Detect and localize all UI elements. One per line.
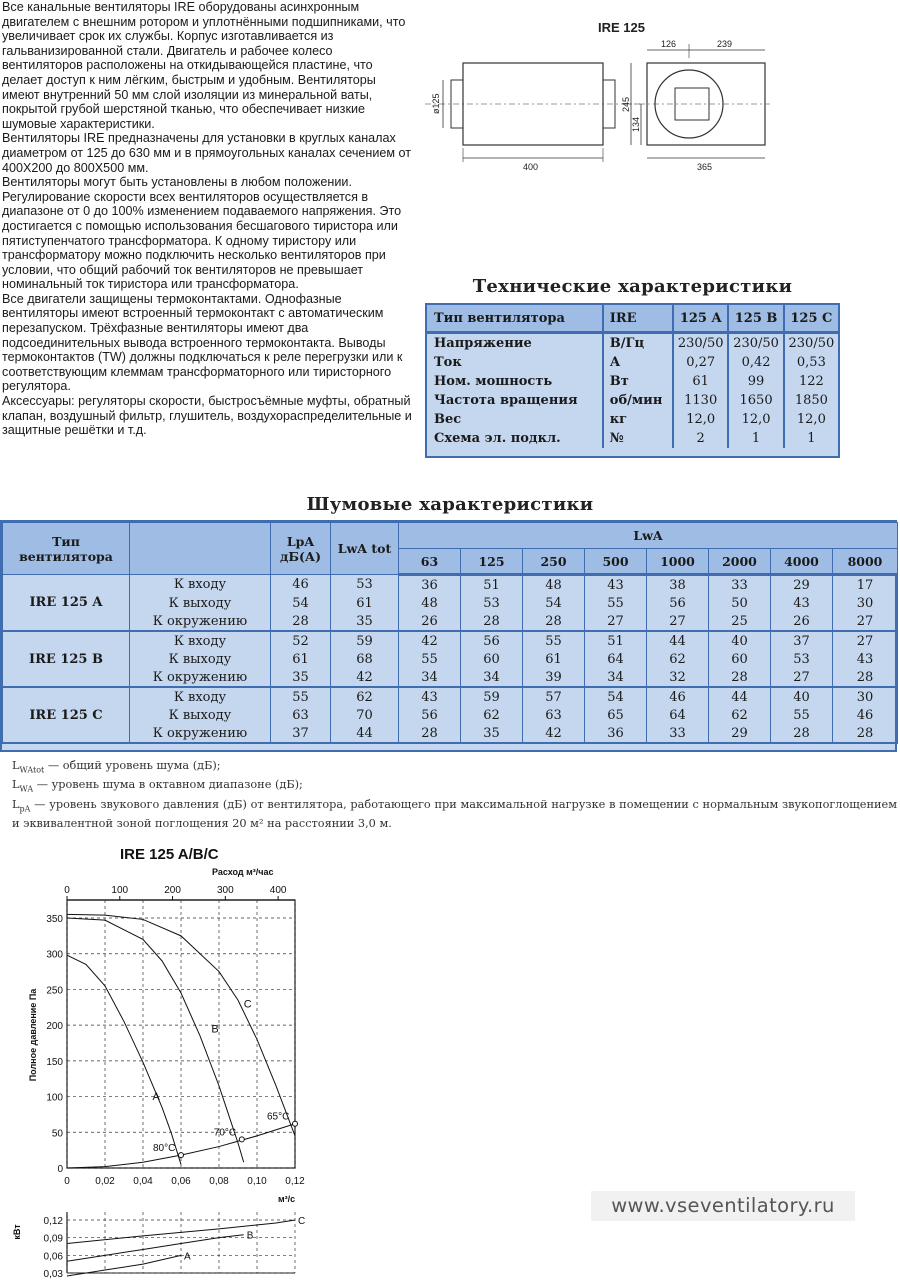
top-tick-label: 200 (164, 885, 181, 896)
noise-band-header: 4000 (771, 549, 833, 575)
noise-band-value: 27 (771, 668, 833, 687)
noise-band-header: 250 (523, 549, 585, 575)
noise-band-value: 54 (585, 687, 647, 706)
noise-position: К выходу (130, 594, 271, 612)
curve-label: C (243, 998, 252, 1011)
noise-band-value: 30 (833, 594, 898, 612)
x-tick-label: 0,06 (171, 1176, 191, 1187)
tech-header-125c: 125 C (784, 305, 838, 333)
noise-band-value: 34 (399, 668, 461, 687)
noise-lpa: 35 (271, 668, 331, 687)
noise-band-value: 46 (833, 706, 898, 724)
noise-lwa-tot: 42 (331, 668, 399, 687)
y-tick-label: 250 (46, 985, 63, 997)
noise-band-value: 46 (647, 687, 709, 706)
dim-diameter: ø125 (431, 93, 441, 114)
dim-width: 365 (697, 162, 713, 172)
noise-band-value: 48 (399, 594, 461, 612)
table-row (3, 631, 898, 650)
temp-label: 70°C (213, 1127, 237, 1139)
desc-paragraph: Все канальные вентиляторы IRE оборудованы асинхронным двигателем с внешним ротором и уплотнёнными подшипниками, что увеличивает срок их службы. Корпус изготавливается из гальванизированной стали. Двигатель и рабочее колесо вентиляторов расположены на откидывающейся пластине, что делает доступ к ним лёгким, быстрым и удобным. Вентиляторы имеют внутренний 50 мм слой изоляции из минеральной ваты, покрытой грубой шерстяной тканью, что обеспечивает низкие шумовые характеристики. (2, 0, 406, 131)
table-row (3, 650, 898, 668)
noise-band-value: 43 (833, 650, 898, 668)
noise-band-value: 64 (585, 650, 647, 668)
fan-performance-chart (0, 835, 320, 1283)
noise-band-value: 55 (771, 706, 833, 724)
tech-title: Технические характеристики (472, 276, 793, 297)
noise-band-value: 39 (523, 668, 585, 687)
noise-band-value: 34 (585, 668, 647, 687)
noise-band-value: 54 (523, 594, 585, 612)
power-tick-label: 0,09 (43, 1233, 63, 1245)
tech-header-125b: 125 B (728, 305, 783, 333)
x-tick-label: 0,10 (247, 1176, 267, 1187)
curve-b (67, 918, 244, 1162)
noise-band-value: 62 (647, 650, 709, 668)
noise-model: IRE 125 B (3, 631, 130, 687)
noise-band-value: 17 (833, 575, 898, 595)
noise-lpa: 55 (271, 687, 331, 706)
noise-lwa-tot: 68 (331, 650, 399, 668)
noise-position: К входу (130, 575, 271, 595)
y-tick-label: 100 (46, 1092, 63, 1104)
noise-band-value: 51 (585, 631, 647, 650)
desc-paragraph: Аксессуары: регуляторы скорости, быстросъёмные муфты, обратный клапан, воздушный фильтр, глушитель, воздухораспределительные и защитные решётки и т.д. (2, 394, 412, 438)
noise-lwa-tot: 61 (331, 594, 399, 612)
noise-position: К окружению (130, 612, 271, 631)
note-lwa: $L_{WA}$ — уровень шума в октавном диапазоне (дБ); (12, 778, 303, 794)
noise-band-value: 56 (647, 594, 709, 612)
noise-header-position (130, 523, 271, 575)
site-watermark: www.vseventilatory.ru (591, 1191, 855, 1221)
noise-lwa-tot: 35 (331, 612, 399, 631)
drawing-title: IRE 125 (598, 20, 645, 35)
top-tick-label: 100 (111, 885, 129, 896)
noise-band-value: 53 (771, 650, 833, 668)
noise-lwa-tot: 53 (331, 575, 399, 595)
noise-band-value: 28 (523, 612, 585, 631)
noise-band-value: 27 (833, 631, 898, 650)
x-tick-label: 0,02 (95, 1176, 115, 1187)
noise-lwa-tot: 62 (331, 687, 399, 706)
y-tick-label: 350 (46, 914, 63, 925)
noise-band-value: 26 (399, 612, 461, 631)
noise-band-value: 57 (523, 687, 585, 706)
table-row (3, 612, 898, 631)
noise-band-value: 64 (647, 706, 709, 724)
noise-lpa: 54 (271, 594, 331, 612)
noise-band-header: 500 (585, 549, 647, 575)
noise-title: Шумовые характеристики (306, 494, 594, 515)
noise-band-header: 1000 (647, 549, 709, 575)
noise-band-value: 60 (709, 650, 771, 668)
curve-label: B (211, 1023, 219, 1036)
noise-lwa-tot: 44 (331, 724, 399, 743)
x-tick-label: 0,12 (285, 1176, 305, 1187)
noise-band-value: 26 (771, 612, 833, 631)
x-tick-label: 0,04 (133, 1176, 153, 1187)
tech-table (427, 305, 838, 448)
noise-model: IRE 125 A (3, 575, 130, 632)
power-curve-label: B (246, 1230, 254, 1242)
noise-band-value: 43 (399, 687, 461, 706)
temp-marker (239, 1137, 244, 1142)
tech-header-125a: 125 A (673, 305, 728, 333)
noise-band-value: 40 (709, 631, 771, 650)
y-tick-label: 150 (46, 1056, 63, 1068)
noise-position: К входу (130, 687, 271, 706)
dim-height: 245 (621, 96, 631, 112)
table-row: Частота вращения об/мин 1130 1650 1850 (427, 391, 838, 410)
desc-paragraph: Вентиляторы могут быть установлены в любом положении. (2, 175, 352, 190)
noise-position: К окружению (130, 668, 271, 687)
noise-header-lwa: LwA (399, 523, 898, 549)
table-row (3, 668, 898, 687)
dim-top-a: 126 (661, 39, 677, 49)
curve-label: A (152, 1091, 160, 1104)
table-row (3, 687, 898, 706)
dim-length: 400 (523, 162, 539, 172)
noise-model: IRE 125 C (3, 687, 130, 743)
noise-band-value: 51 (461, 575, 523, 595)
x-axis-label: м³/с (278, 1194, 296, 1204)
noise-band-value: 59 (461, 687, 523, 706)
noise-band-value: 33 (709, 575, 771, 595)
noise-band-header: 2000 (709, 549, 771, 575)
y-tick-label: 50 (51, 1128, 63, 1140)
temp-label: 65°C (267, 1111, 290, 1123)
noise-band-value: 33 (647, 724, 709, 743)
noise-band-value: 27 (647, 612, 709, 631)
noise-band-value: 35 (461, 724, 523, 743)
noise-band-value: 56 (461, 631, 523, 650)
noise-band-value: 43 (585, 575, 647, 595)
noise-header-lpa: LpA дБ(А) (271, 523, 331, 575)
tech-table-frame (425, 303, 840, 458)
noise-band-value: 62 (709, 706, 771, 724)
table-row: Ток А 0,27 0,42 0,53 (427, 353, 838, 372)
table-row (3, 575, 898, 595)
top-tick-label: 400 (269, 885, 287, 896)
noise-band-value: 63 (523, 706, 585, 724)
noise-band-value: 37 (771, 631, 833, 650)
noise-band-value: 60 (461, 650, 523, 668)
noise-band-value: 36 (585, 724, 647, 743)
temp-marker (293, 1121, 298, 1126)
top-tick-label: 300 (216, 885, 234, 896)
noise-lpa: 52 (271, 631, 331, 650)
desc-paragraph: Все двигатели защищены термоконтактами. Однофазные вентиляторы имеют встроенный термоконтакт с автоматическим перезапуском. Трёхфазные вентиляторы имеют два подсоединительных вывода встроенного термоконтакта. Выводы термоконтактов (TW) должны подключаться к реле перегрузки или к соответствующим клеммам трансформаторного или тиристорного регулятора. (2, 291, 403, 394)
chart-top-axis-label: Расход м³/час (212, 867, 274, 877)
noise-band-value: 48 (523, 575, 585, 595)
noise-band-value: 36 (399, 575, 461, 595)
table-row: Напряжение В/Гц 230/50 230/50 230/50 (427, 333, 838, 354)
noise-band-header: 8000 (833, 549, 898, 575)
table-row: Ном. мошность Вт 61 99 122 (427, 372, 838, 391)
dim-top-b: 239 (717, 39, 733, 49)
noise-band-header: 125 (461, 549, 523, 575)
noise-position: К входу (130, 631, 271, 650)
desc-paragraph: Регулирование скорости всех вентиляторов осуществляется в диапазоне от 0 до 100% изменением подаваемого напряжения. Это достигается с помощью использования бесшагового тиристора или пятиступенчатого трансформатора. К одному тиристору или трансформатору можно подключить несколько вентиляторов при условии, что общий рабочий ток вентиляторов не превышает номинальный ток тиристора или трансформатора. (2, 189, 402, 292)
notes (12, 758, 897, 831)
noise-band-value: 44 (709, 687, 771, 706)
power-tick-label: 0,06 (43, 1251, 63, 1263)
noise-header-type: Тип вентилятора (3, 523, 130, 575)
tech-header-ire: IRE (603, 305, 673, 333)
temp-marker (179, 1153, 184, 1158)
dimension-drawing (425, 18, 785, 178)
curve-a (67, 955, 181, 1164)
noise-band-value: 38 (647, 575, 709, 595)
noise-band-value: 28 (709, 668, 771, 687)
noise-position: К выходу (130, 650, 271, 668)
table-row (3, 706, 898, 724)
power-y-label: кВт (12, 1224, 22, 1240)
table-row: Схема эл. подкл. № 2 1 1 (427, 429, 838, 448)
noise-band-value: 34 (461, 668, 523, 687)
noise-position: К выходу (130, 706, 271, 724)
top-tick-label: 0 (64, 885, 70, 896)
noise-band-value: 65 (585, 706, 647, 724)
y-axis-label: Полное давление Па (28, 988, 38, 1082)
noise-lwa-tot: 59 (331, 631, 399, 650)
noise-table-frame (0, 520, 897, 752)
temp-label: 80°C (153, 1143, 176, 1155)
noise-band-value: 50 (709, 594, 771, 612)
noise-band-value: 56 (399, 706, 461, 724)
noise-lpa: 63 (271, 706, 331, 724)
noise-lpa: 61 (271, 650, 331, 668)
noise-band-value: 30 (833, 687, 898, 706)
noise-lpa: 28 (271, 612, 331, 631)
noise-band-value: 28 (833, 668, 898, 687)
table-row: Вес кг 12,0 12,0 12,0 (427, 410, 838, 429)
noise-band-value: 42 (523, 724, 585, 743)
noise-band-value: 32 (647, 668, 709, 687)
noise-position: К окружению (130, 724, 271, 743)
y-tick-label: 200 (46, 1021, 63, 1033)
chart-title: IRE 125 A/B/C (120, 846, 219, 863)
x-tick-label: 0 (64, 1176, 70, 1187)
power-curve-label: C (298, 1216, 306, 1227)
dim-height-2: 134 (631, 116, 641, 132)
table-row (3, 724, 898, 743)
noise-band-value: 27 (585, 612, 647, 631)
noise-band-value: 28 (399, 724, 461, 743)
noise-band-value: 44 (647, 631, 709, 650)
noise-header-lwa-tot: LwA tot (331, 523, 399, 575)
noise-table (2, 522, 898, 744)
power-curve-b (67, 1235, 244, 1262)
noise-band-value: 28 (833, 724, 898, 743)
y-tick-label: 0 (57, 1164, 63, 1175)
noise-band-value: 28 (771, 724, 833, 743)
noise-band-value: 27 (833, 612, 898, 631)
power-tick-label: 0,12 (43, 1216, 63, 1227)
power-tick-label: 0,03 (43, 1269, 63, 1280)
desc-paragraph: Вентиляторы IRE предназначены для установки в круглых каналах диаметром от 125 до 630 мм и в прямоугольных каналах сечением от 400X200 до 800X500 мм. (2, 131, 412, 175)
noise-band-value: 61 (523, 650, 585, 668)
description (2, 0, 412, 438)
noise-band-value: 29 (709, 724, 771, 743)
noise-band-header: 63 (399, 549, 461, 575)
tech-header-type: Тип вентилятора (427, 305, 603, 333)
noise-band-value: 40 (771, 687, 833, 706)
noise-body (3, 575, 898, 744)
noise-band-value: 28 (461, 612, 523, 631)
note-lpa: $L_{pA}$ — уровень звукового давления (дБ) от вентилятора, работающего при максимальной нагрузке в помещении с нормальным звукопоглощением и эквивалентной зоной поглощения 20 м² на расстоянии 3,0 м. (12, 797, 897, 830)
noise-band-value: 43 (771, 594, 833, 612)
noise-lpa: 46 (271, 575, 331, 595)
noise-band-value: 25 (709, 612, 771, 631)
noise-lpa: 37 (271, 724, 331, 743)
note-lwatot: $L_{WAtot}$ — общий уровень шума (дБ); (12, 759, 221, 775)
noise-band-value: 55 (399, 650, 461, 668)
y-tick-label: 300 (46, 949, 63, 961)
noise-band-value: 55 (585, 594, 647, 612)
noise-band-value: 62 (461, 706, 523, 724)
power-curve-label: A (184, 1251, 191, 1263)
x-tick-label: 0,08 (209, 1176, 229, 1187)
noise-lwa-tot: 70 (331, 706, 399, 724)
noise-band-value: 53 (461, 594, 523, 612)
table-row (3, 594, 898, 612)
noise-band-value: 55 (523, 631, 585, 650)
noise-band-value: 42 (399, 631, 461, 650)
noise-band-value: 29 (771, 575, 833, 595)
